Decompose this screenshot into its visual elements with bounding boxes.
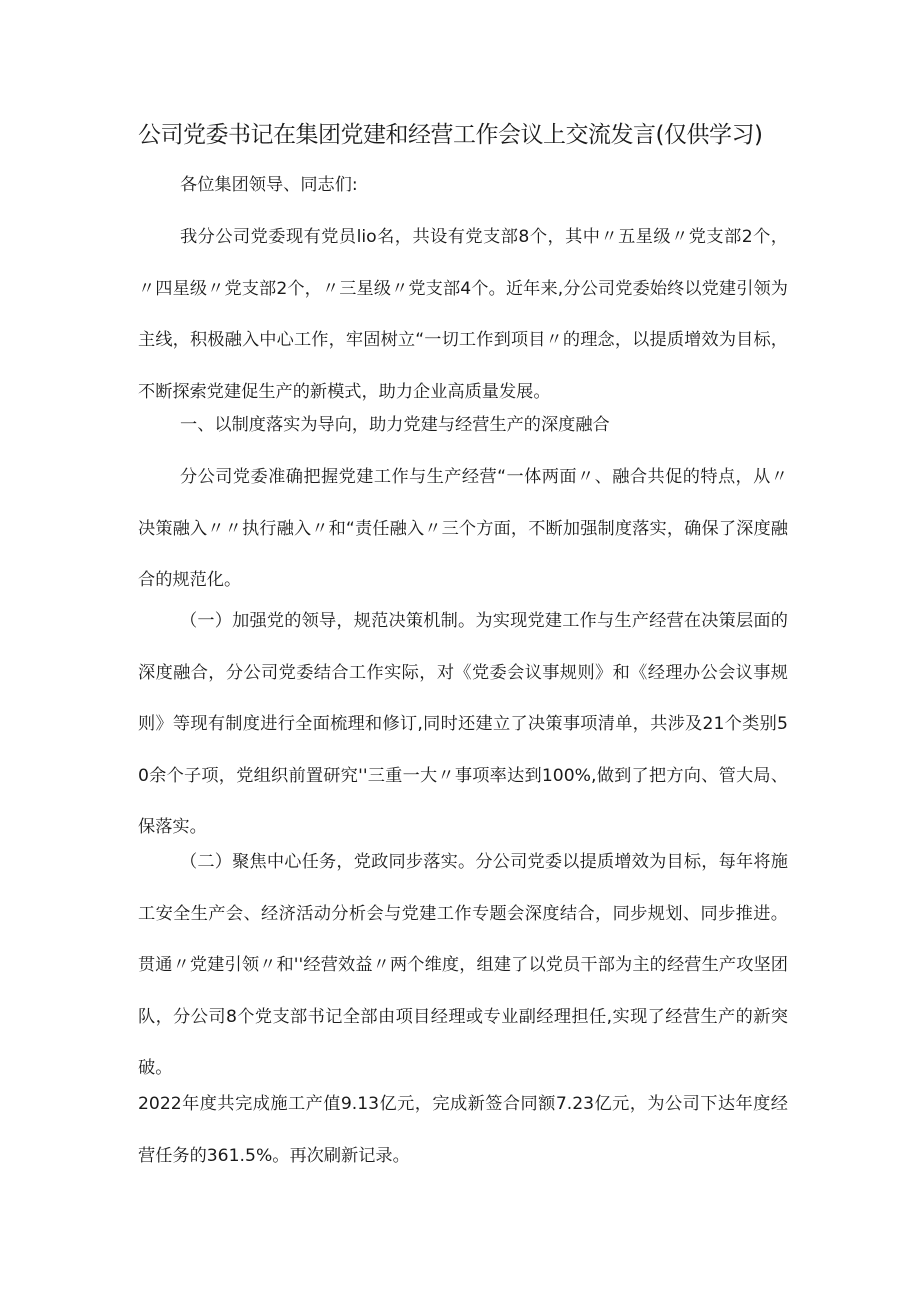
greeting: 各位集团领导、同志们: — [180, 175, 358, 195]
paragraph-subsection-1: （一）加强党的领导，规范决策机制。为实现党建工作与生产经营在决策层面的深度融合，分公司党委结合工作实际，对《党委会议事规则》和《经理办公会议事规则》等现有制度进行全面梳理和修订,同时还建立了决策事项清单，共涉及21个类别50余个子项，党组织前置研究''三重一大〃事项率达到100%,做到了把方向、管大局、保落实。 — [138, 611, 788, 837]
paragraph-subsection-2: （二）聚焦中心任务，党政同步落实。分公司党委以提质增效为目标，每年将施工安全生产会、经济活动分析会与党建工作专题会深度结合，同步规划、同步推进。贯通〃党建引领〃和''经营效益〃两个维度，组建了以党员干部为主的经营生产攻坚团队，分公司8个党支部书记全部由项目经理或专业副经理担任,实现了经营生产的新突破。 — [138, 852, 788, 1078]
paragraph-intro: 我分公司党委现有党员lio名，共设有党支部8个，其中〃五星级〃党支部2个，〃四星级〃党支部2个，〃三星级〃党支部4个。近年来,分公司党委始终以党建引领为主线，积极融入中心工作，牢固树立“一切工作到项目〃的理念，以提质增效为目标，不断探索党建促生产的新模式，助力企业高质量发展。 — [138, 227, 788, 402]
section-heading-1: 一、以制度落实为导向，助力党建与经营生产的深度融合 — [180, 415, 610, 435]
paragraph-section-1: 分公司党委准确把握党建工作与生产经营“一体两面〃、融合共促的特点，从〃决策融入〃〃执行融入〃和“责任融入〃三个方面，不断加强制度落实，确保了深度融合的规范化。 — [138, 467, 788, 590]
paragraph-results: 2022年度共完成施工产值9.13亿元，完成新签合同额7.23亿元，为公司下达年度经营任务的361.5%。再次刷新记录。 — [138, 1094, 788, 1166]
document-title: 公司党委书记在集团党建和经营工作会议上交流发言(仅供学习) — [138, 122, 763, 148]
